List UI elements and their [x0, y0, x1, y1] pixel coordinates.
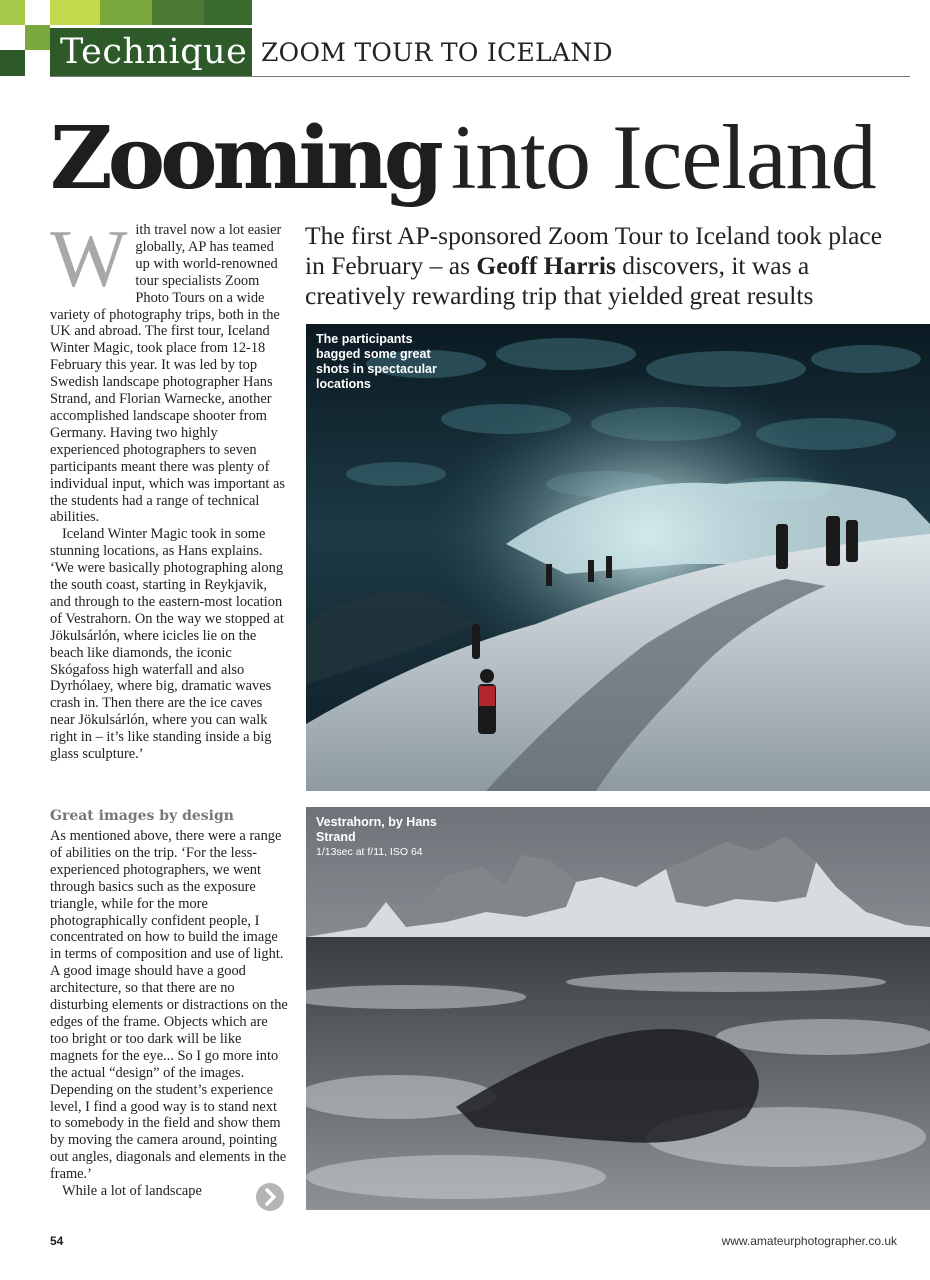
header-divider	[50, 76, 910, 77]
body-column	[50, 828, 288, 1200]
brand-tile	[152, 0, 204, 25]
brand-tile	[50, 0, 100, 25]
paragraph: As mentioned above, there were a range of abilities on the trip. ‘For the less-experienced photographers, we went through basics such as the exposure triangle, while for the more photographically confident people, I concentrated on how to build the image in terms of composition and use of light. A good image should have a good architecture, so that there are no disturbing elements or distractions on the edges of the frame. Objects which are too bright or too dark will be like magnets for the eye... So I go more into the actual “design” of the images. Depending on the student’s experience level, I find a good way is to stand next to somebody in the field and show them by moving the camera around, pointing out angles, diagonals and elements in the frame.’	[50, 828, 288, 1183]
standfirst-text: The first AP-sponsored Zoom Tour to Iceland took place in February – as	[305, 221, 883, 280]
drop-cap: W	[50, 213, 128, 304]
caption-title: Vestrahorn, by Hans Strand	[316, 815, 437, 844]
vestrahorn-photo	[306, 807, 930, 1210]
brand-tile	[25, 25, 50, 50]
paragraph: While a lot of landscape	[62, 1183, 202, 1200]
footer-url: www.amateurphotographer.co.uk	[721, 1234, 897, 1248]
brand-tile	[0, 50, 25, 76]
caption-exif: 1/13sec at f/11, ISO 64	[316, 846, 423, 858]
photo-caption	[316, 815, 446, 860]
continue-arrow-icon[interactable]	[256, 1183, 284, 1211]
paragraph: ith travel now a lot easier globally, AP has teamed up with world-renowned tour specialists Zoom Photo Tours on a wide variety of photography trips, both in the UK and abroad. The first tour, Iceland Winter Magic, took place from 12-18 February this year. It was led by top Swedish landscape photographer Hans Strand, and Florian Warnecke, another accomplished landscape shooter from Germany. Having two highly experienced photographers to seven participants meant there was plenty of individual input, which was important as the students had a range of technical abilities.	[50, 222, 286, 526]
standfirst	[305, 221, 905, 311]
photo-caption: The participants bagged some great shots in spectacular locations	[316, 332, 437, 391]
ice-cave-photo	[306, 324, 930, 791]
subheading: Great images by design	[50, 808, 234, 824]
headline-bold: Zooming	[50, 108, 439, 209]
standfirst-text: discovers, it was a creatively rewarding trip that yielded great results	[305, 251, 814, 310]
paragraph: Iceland Winter Magic took in some stunning locations, as Hans explains. ‘We were basically photographing along the south coast, starting in Reykjavik, and through to the eastern-most location of Vestrahorn. On the way we stopped at Jökulsárlón, where icicles lie on the beach like diamonds, the iconic Skógafoss high waterfall and also Dyrhólaey, where big, dramatic waves crash in. Then there are the ice caves near Jökulsárlón, where you can walk right in – it’s like standing inside a big glass sculpture.’	[50, 526, 284, 763]
brand-tile	[0, 0, 25, 25]
section-title: ZOOM TOUR TO ICELAND	[261, 38, 613, 67]
body-column	[50, 213, 288, 763]
section-tag: Technique	[50, 28, 252, 76]
headline-light: into Iceland	[450, 106, 876, 208]
page-title	[50, 102, 876, 214]
page-number: 54	[50, 1234, 64, 1248]
brand-tile	[100, 0, 152, 25]
author-name: Geoff Harris	[476, 251, 616, 280]
brand-tile	[204, 0, 252, 25]
